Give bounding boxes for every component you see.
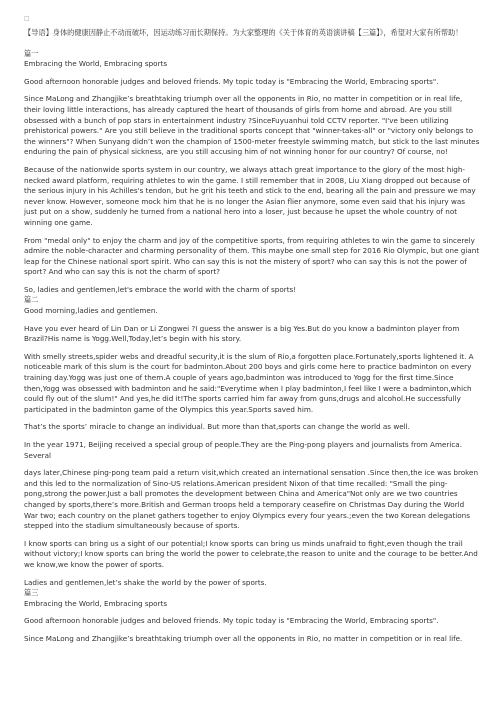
paragraph: Have you ever heard of Lin Dan or Li Zongwei ?I guess the answer is a big Yes.But do you know a badminton player from Brazil?His name is Yogg.Well,Today,let’s begin with his story. (24, 323, 460, 344)
paragraph: So, ladies and gentlemen,let's embrace the world with the charm of sports! (24, 284, 297, 294)
paragraph: That’s the sports’ miracle to change an individual. But more than that,sports can change the world as well. (24, 422, 410, 432)
paragraph: days later,Chinese ping-pong team paid a return visit,which created an international sensation .Since then,the ice was broken and this led to the normalization of Sino-US relations.American president Nixon of that time recalled: "Small the ping-pong,strong the power.Just a ball promotes the development between China and America"Not only are we two countries changed by sports,there’s more.British and German troops held a temporary ceasefire on Christmas Day during the World War two; each country on the planet gathers together to enjoy Olympics every four years.;even the two Korean delegations stepped into the stadium simultaneously because of sports. (24, 468, 479, 531)
section-2-heading: 篇二 (24, 295, 39, 305)
section-2-title: Good morning,ladies and gentlemen. (24, 306, 158, 316)
section-1-title: Embracing the World, Embracing sports (24, 59, 168, 69)
section-1-heading: 篇一 (24, 48, 39, 58)
paragraph: Because of the nationwide sports system in our country, we always attach great importance to the glory of the most high-necked award platform, requiring athletes to win the game. I still remember that in 2008, Liu Xiang dropped out because of the serious injury in his Achilles's tendon, but he grit his teeth and stick to the end, bearing all the pain and pressure we may never know. However, someone mock him that he is no longer the Asian flier anymore, some even said that his injury was just put on a show, suddenly he turned from a national hero into a loser, just because he upset the whole country of not winning one game. (24, 164, 476, 227)
paragraph: Since MaLong and Zhangjike’s breathtaking triumph over all the opponents in Rio, no matter in competition or in real life. (24, 633, 463, 643)
paragraph: Ladies and gentlemen,let’s shake the world by the power of sports. (24, 577, 267, 587)
section-3-heading: 篇三 (24, 588, 39, 598)
intro-paragraph: 【导语】身体的健康因静止不动而破坏，因运动练习而长期保持。为大家整理的《关于体育的英语演讲稿【三篇】》，希望对大家有所帮助！ (24, 28, 463, 37)
paragraph: Good afternoon honorable judges and beloved friends. My topic today is "Embracing the World, Embracing sports". (24, 616, 439, 626)
paragraph: In the year 1971, Beijing received a special group of people.They are the Ping-pong players and journalists from America. Several (24, 440, 462, 460)
paragraph: Good afternoon honorable judges and beloved friends. My topic today is "Embracing the World, Embracing sports". (24, 76, 439, 86)
paragraph: From "medal only" to enjoy the charm and joy of the competitive sports, from requiring athletes to win the game to sincerely admire the noble-character and charming personality of them. This maybe one small step for 2016 Rio Olympic, but one giant leap for the Chinese national sport spirit. Who can say this is not the mistery of sport? who can say this is not the power of sport? And who can say this is not the charm of sport? (24, 235, 480, 277)
paragraph: I know sports can bring us a sight of our potential;I know sports can bring us minds unafraid to fight,even though the trail without victory;I know sports can bring the world the power to celebrate,the reason to unite and the courage to be better.And we know,we know the power of sports. (24, 538, 478, 569)
corner-mark-icon: □ (24, 15, 30, 22)
paragraph: With smelly streets,spider webs and dreadful security,it is the slum of Rio,a forgotten place.Fortunately,sports lightened it. A noticeable mark of this slum is the court for badminton.About 200 boys and girls come here to practice badminton on every training day.Yogg was just one of them.A couple of years ago,badminton was introduced to Yogg for the first time.Since then,Yogg was obsessed with badminton and he said:"Everytime when I play badminton,I feel like I were a badminton,which could fly out of the slum!" And yes,he did it!The sports carried him far away from guns,drugs and alcohol.He successfully participated in the badminton game of the Olympics this year.Sports saved him. (24, 351, 474, 414)
paragraph: Since MaLong and Zhangjike’s breathtaking triumph over all the opponents in Rio, no matter in competition or in real life, their loving little interactions, has already captured the heart of thousands of girls from home and abroad. Are you still obsessed with a bunch of pop stars in entertainment industry ?SinceFuyuanhui told CCTV reporter. "I've been utilizing prehistorical powers." Are you still believe in the traditional sports concept that "winner-takes-all" or "victory only belongs to the winners"? When Sunyang didn’t won the champion of 1500-meter freestyle swimming match, but stick to the last minutes enduring the pain of physical sickness, are you still accusing him of not winning honor for our country? Of course, no! (24, 94, 480, 157)
section-3-title: Embracing the World, Embracing sports (24, 598, 168, 608)
